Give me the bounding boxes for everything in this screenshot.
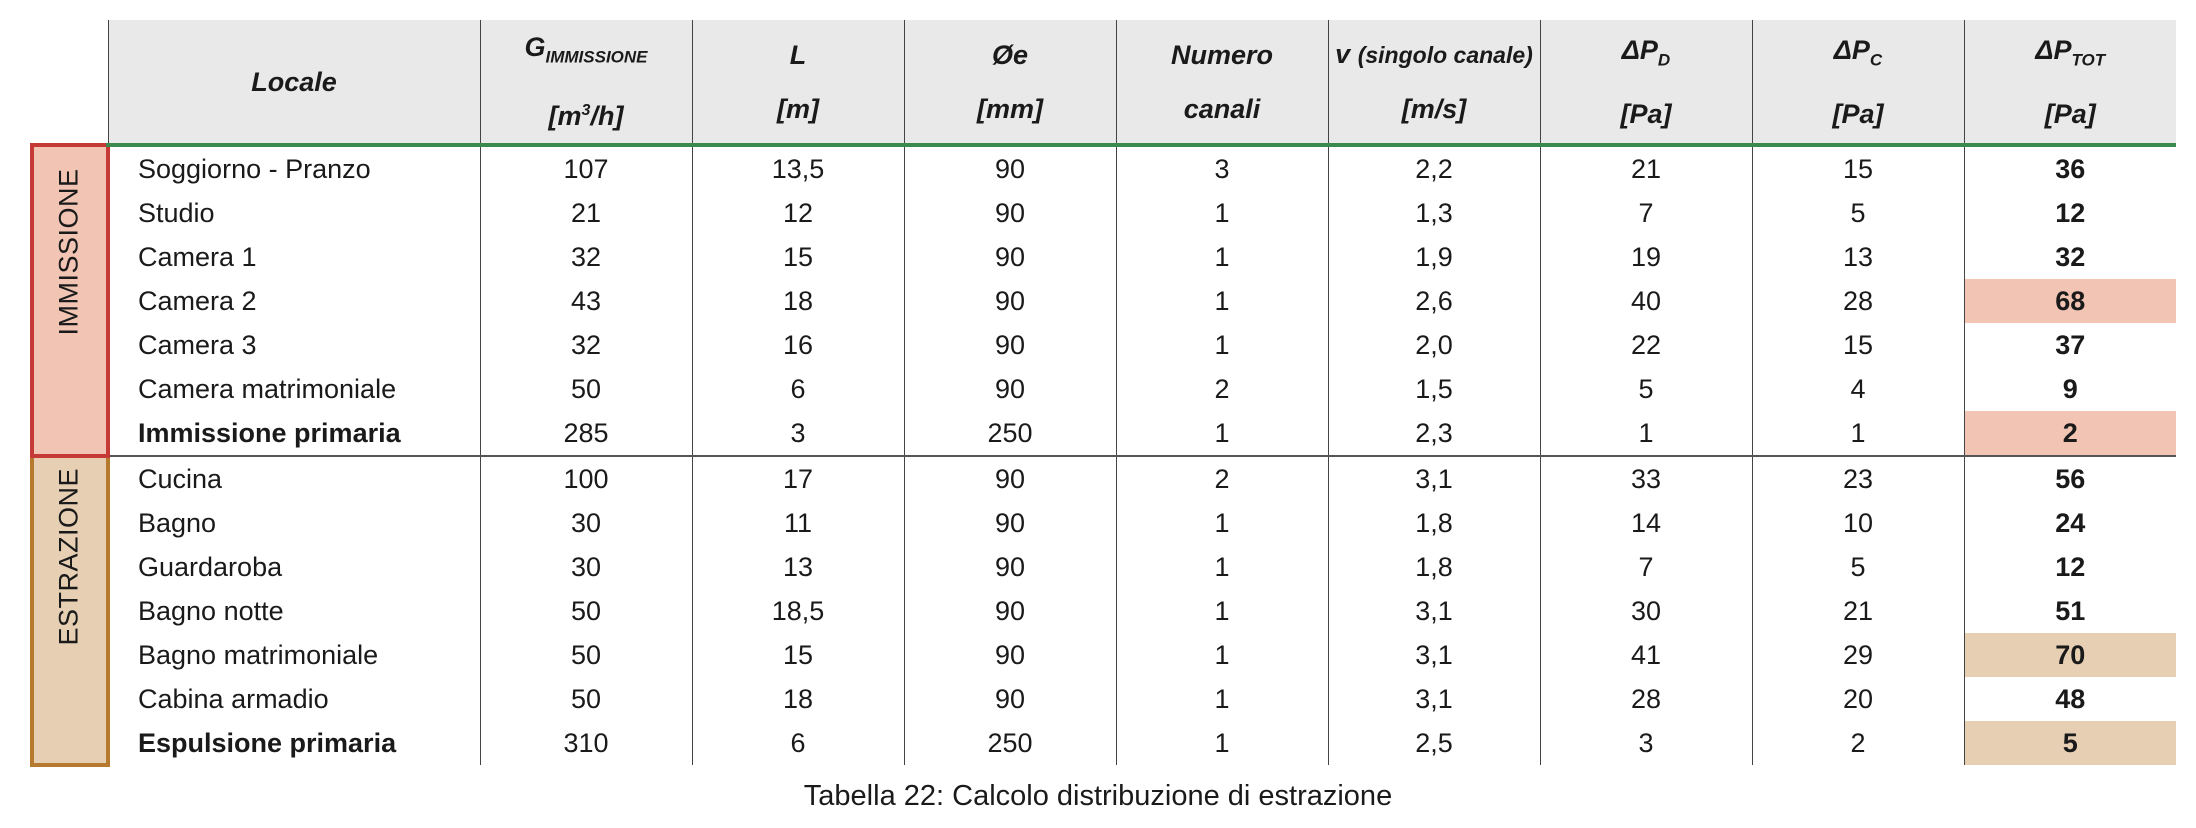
group-estrazione bbox=[32, 456, 108, 765]
cell-l: 11 bbox=[692, 501, 904, 545]
cell-l: 12 bbox=[692, 191, 904, 235]
cell-dptot: 12 bbox=[1964, 191, 2176, 235]
cell-dpc: 5 bbox=[1752, 545, 1964, 589]
cell-dpc: 15 bbox=[1752, 323, 1964, 367]
cell-n: 2 bbox=[1116, 367, 1328, 411]
cell-l: 6 bbox=[692, 367, 904, 411]
cell-dpc: 23 bbox=[1752, 456, 1964, 501]
cell-dpc: 15 bbox=[1752, 145, 1964, 191]
cell-n: 1 bbox=[1116, 323, 1328, 367]
cell-locale: Studio bbox=[108, 191, 480, 235]
cell-dpc: 21 bbox=[1752, 589, 1964, 633]
cell-v: 2,6 bbox=[1328, 279, 1540, 323]
cell-oe: 90 bbox=[904, 279, 1116, 323]
cell-l: 17 bbox=[692, 456, 904, 501]
table-row bbox=[32, 323, 2176, 367]
cell-dpd: 41 bbox=[1540, 633, 1752, 677]
cell-n: 1 bbox=[1116, 279, 1328, 323]
cell-locale: Bagno matrimoniale bbox=[108, 633, 480, 677]
cell-dpc: 4 bbox=[1752, 367, 1964, 411]
cell-v: 3,1 bbox=[1328, 677, 1540, 721]
cell-n: 1 bbox=[1116, 677, 1328, 721]
cell-locale: Camera 2 bbox=[108, 279, 480, 323]
cell-v: 3,1 bbox=[1328, 633, 1540, 677]
cell-l: 3 bbox=[692, 411, 904, 456]
cell-dptot: 9 bbox=[1964, 367, 2176, 411]
cell-dpd: 1 bbox=[1540, 411, 1752, 456]
cell-n: 1 bbox=[1116, 411, 1328, 456]
cell-oe: 90 bbox=[904, 589, 1116, 633]
cell-v: 3,1 bbox=[1328, 456, 1540, 501]
group-estrazione-label: ESTRAZIONE bbox=[53, 468, 84, 646]
group-immissione bbox=[32, 145, 108, 456]
cell-v: 1,8 bbox=[1328, 501, 1540, 545]
header-row bbox=[32, 20, 2176, 145]
table-caption: Tabella 22: Calcolo distribuzione di estrazione bbox=[803, 780, 1393, 812]
cell-n: 1 bbox=[1116, 633, 1328, 677]
col-dptot: $\Delta P_{TOT}$ [Pa] bbox=[1964, 20, 2176, 145]
table-row bbox=[32, 501, 2176, 545]
cell-dpd: 21 bbox=[1540, 145, 1752, 191]
cell-l: 15 bbox=[692, 235, 904, 279]
cell-v: 2,2 bbox=[1328, 145, 1540, 191]
col-locale: Locale bbox=[108, 20, 480, 145]
cell-dpd: 40 bbox=[1540, 279, 1752, 323]
cell-g: 50 bbox=[480, 677, 692, 721]
cell-oe: 90 bbox=[904, 545, 1116, 589]
table-row bbox=[32, 367, 2176, 411]
cell-dpc: 28 bbox=[1752, 279, 1964, 323]
cell-dptot: 56 bbox=[1964, 456, 2176, 501]
cell-locale: Cucina bbox=[108, 456, 480, 501]
cell-dpc: 1 bbox=[1752, 411, 1964, 456]
cell-dptot: 24 bbox=[1964, 501, 2176, 545]
cell-oe: 90 bbox=[904, 456, 1116, 501]
cell-dptot: 32 bbox=[1964, 235, 2176, 279]
cell-g: 43 bbox=[480, 279, 692, 323]
cell-locale: Camera 3 bbox=[108, 323, 480, 367]
cell-dptot-highlighted: 5 bbox=[1964, 721, 2176, 765]
cell-oe: 90 bbox=[904, 367, 1116, 411]
header-spacer bbox=[32, 20, 108, 145]
cell-locale: Soggiorno - Pranzo bbox=[108, 145, 480, 191]
cell-v: 1,8 bbox=[1328, 545, 1540, 589]
col-dpc: $\Delta P_C$ [Pa] bbox=[1752, 20, 1964, 145]
cell-dptot: 36 bbox=[1964, 145, 2176, 191]
cell-locale: Espulsione primaria bbox=[108, 721, 480, 765]
cell-g: 310 bbox=[480, 721, 692, 765]
cell-locale: Cabina armadio bbox=[108, 677, 480, 721]
cell-g: 107 bbox=[480, 145, 692, 191]
table-row bbox=[32, 279, 2176, 323]
col-v: v (singolo canale) [m/s] bbox=[1328, 20, 1540, 145]
cell-dptot-highlighted: 68 bbox=[1964, 279, 2176, 323]
cell-n: 3 bbox=[1116, 145, 1328, 191]
cell-n: 1 bbox=[1116, 589, 1328, 633]
cell-oe: 250 bbox=[904, 411, 1116, 456]
cell-g: 32 bbox=[480, 323, 692, 367]
cell-g: 30 bbox=[480, 545, 692, 589]
cell-dptot-highlighted: 70 bbox=[1964, 633, 2176, 677]
table-row bbox=[32, 411, 2176, 456]
cell-dpd: 14 bbox=[1540, 501, 1752, 545]
cell-g: 32 bbox=[480, 235, 692, 279]
cell-l: 18 bbox=[692, 279, 904, 323]
col-l: L [m] bbox=[692, 20, 904, 145]
cell-dptot: 51 bbox=[1964, 589, 2176, 633]
cell-locale: Camera matrimoniale bbox=[108, 367, 480, 411]
col-g: $G_{IMMISSIONE}$ $[m^3/h]$ bbox=[480, 20, 692, 145]
cell-dpc: 2 bbox=[1752, 721, 1964, 765]
cell-oe: 90 bbox=[904, 191, 1116, 235]
table-container bbox=[30, 20, 2176, 767]
cell-g: 30 bbox=[480, 501, 692, 545]
cell-g: 50 bbox=[480, 633, 692, 677]
cell-dpd: 28 bbox=[1540, 677, 1752, 721]
cell-l: 15 bbox=[692, 633, 904, 677]
group-immissione-label: IMMISSIONE bbox=[53, 168, 84, 336]
table-row bbox=[32, 145, 2176, 191]
cell-locale: Bagno bbox=[108, 501, 480, 545]
cell-oe: 90 bbox=[904, 677, 1116, 721]
col-oe: Øe [mm] bbox=[904, 20, 1116, 145]
cell-locale: Camera 1 bbox=[108, 235, 480, 279]
table-row bbox=[32, 589, 2176, 633]
cell-dptot-highlighted: 2 bbox=[1964, 411, 2176, 456]
cell-v: 2,3 bbox=[1328, 411, 1540, 456]
cell-dpc: 5 bbox=[1752, 191, 1964, 235]
cell-n: 1 bbox=[1116, 721, 1328, 765]
table-row bbox=[32, 721, 2176, 765]
cell-dpc: 29 bbox=[1752, 633, 1964, 677]
cell-dpc: 10 bbox=[1752, 501, 1964, 545]
cell-dpd: 30 bbox=[1540, 589, 1752, 633]
cell-l: 13,5 bbox=[692, 145, 904, 191]
cell-n: 2 bbox=[1116, 456, 1328, 501]
cell-n: 1 bbox=[1116, 235, 1328, 279]
cell-v: 1,5 bbox=[1328, 367, 1540, 411]
cell-g: 285 bbox=[480, 411, 692, 456]
cell-oe: 250 bbox=[904, 721, 1116, 765]
cell-locale: Guardaroba bbox=[108, 545, 480, 589]
cell-dptot: 12 bbox=[1964, 545, 2176, 589]
cell-oe: 90 bbox=[904, 145, 1116, 191]
table-row bbox=[32, 456, 2176, 501]
cell-l: 16 bbox=[692, 323, 904, 367]
cell-oe: 90 bbox=[904, 235, 1116, 279]
distribution-table bbox=[30, 20, 2176, 767]
cell-v: 1,9 bbox=[1328, 235, 1540, 279]
cell-oe: 90 bbox=[904, 633, 1116, 677]
cell-v: 3,1 bbox=[1328, 589, 1540, 633]
cell-dpc: 13 bbox=[1752, 235, 1964, 279]
table-row bbox=[32, 191, 2176, 235]
table-row bbox=[32, 545, 2176, 589]
cell-dpd: 22 bbox=[1540, 323, 1752, 367]
cell-v: 2,5 bbox=[1328, 721, 1540, 765]
cell-l: 18,5 bbox=[692, 589, 904, 633]
cell-n: 1 bbox=[1116, 545, 1328, 589]
cell-dpd: 7 bbox=[1540, 191, 1752, 235]
table-row bbox=[32, 235, 2176, 279]
cell-g: 50 bbox=[480, 589, 692, 633]
cell-l: 6 bbox=[692, 721, 904, 765]
cell-v: 2,0 bbox=[1328, 323, 1540, 367]
cell-dpd: 5 bbox=[1540, 367, 1752, 411]
cell-dpd: 33 bbox=[1540, 456, 1752, 501]
cell-dpd: 3 bbox=[1540, 721, 1752, 765]
cell-dpd: 19 bbox=[1540, 235, 1752, 279]
cell-g: 50 bbox=[480, 367, 692, 411]
col-numero: Numero canali bbox=[1116, 20, 1328, 145]
cell-l: 18 bbox=[692, 677, 904, 721]
cell-locale: Bagno notte bbox=[108, 589, 480, 633]
cell-dpd: 7 bbox=[1540, 545, 1752, 589]
cell-oe: 90 bbox=[904, 501, 1116, 545]
cell-n: 1 bbox=[1116, 501, 1328, 545]
cell-n: 1 bbox=[1116, 191, 1328, 235]
cell-locale: Immissione primaria bbox=[108, 411, 480, 456]
table-row bbox=[32, 677, 2176, 721]
cell-dpc: 20 bbox=[1752, 677, 1964, 721]
cell-oe: 90 bbox=[904, 323, 1116, 367]
cell-l: 13 bbox=[692, 545, 904, 589]
cell-dptot: 37 bbox=[1964, 323, 2176, 367]
cell-g: 100 bbox=[480, 456, 692, 501]
cell-dptot: 48 bbox=[1964, 677, 2176, 721]
col-dpd: $\Delta P_D$ [Pa] bbox=[1540, 20, 1752, 145]
table-row bbox=[32, 633, 2176, 677]
cell-v: 1,3 bbox=[1328, 191, 1540, 235]
cell-g: 21 bbox=[480, 191, 692, 235]
